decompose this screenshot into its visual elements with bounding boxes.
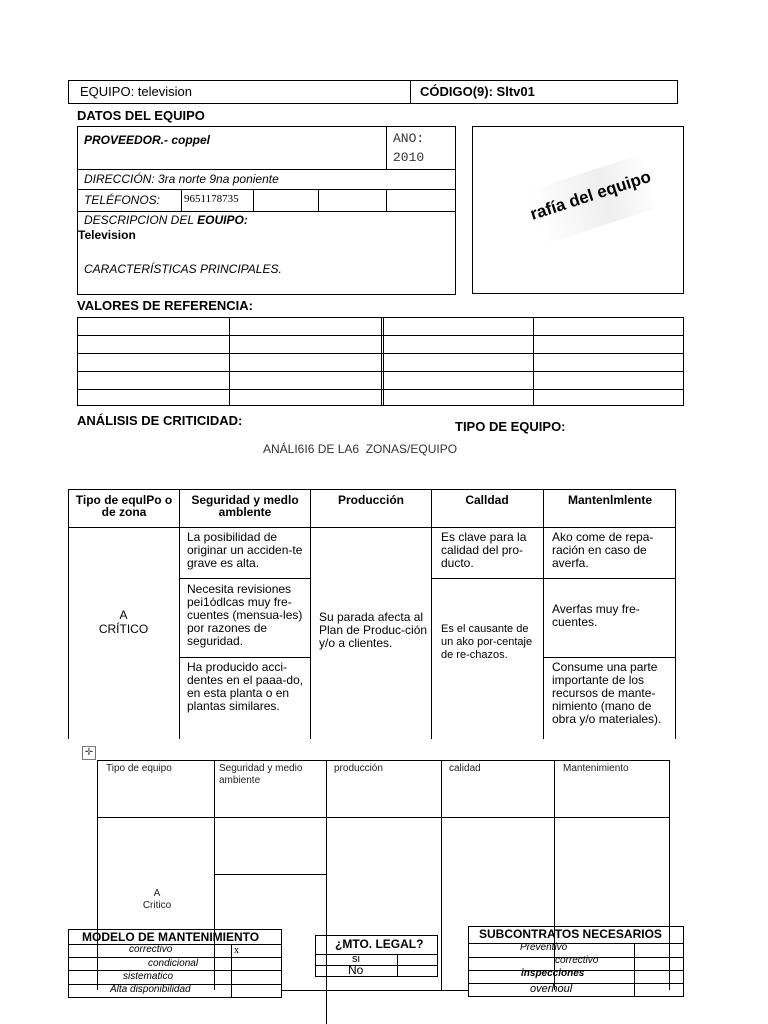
sub-overhoul: overhoul: [530, 983, 573, 995]
table1-col-3: [431, 489, 432, 739]
sub-col: [634, 943, 635, 997]
table1-col-2: [310, 489, 311, 739]
t1-header-produccion: Producción: [337, 493, 404, 507]
header-divider: [410, 80, 411, 104]
subcontratos-title: SUBCONTRATOS NECESARIOS: [479, 927, 662, 941]
man-line-2: [543, 657, 676, 658]
valores-col-1: [229, 317, 230, 406]
t2-header-tipo: Tipo de equipo: [106, 763, 172, 774]
t1-critico: A CRÍTICO: [98, 608, 149, 636]
modelo-alta: Alta disponibilidad: [110, 984, 191, 995]
table2-row-2: [214, 874, 326, 875]
codigo-label: CÓDIGO(9): Sltv01: [420, 84, 535, 99]
sub-inspecciones: inspecciones: [521, 968, 585, 979]
criticidad-title: ANÁLISIS DE CRITICIDAD:: [77, 413, 243, 428]
t1-header-calidad: Calldad: [465, 493, 509, 507]
descripcion-label-pre: DESCRIPCION DEL: [84, 213, 198, 227]
proveedor: PROVEEDOR.- coppel: [84, 133, 211, 147]
t1-header-mantenimiento: Mantenlmlente: [567, 493, 652, 507]
legal-si: si: [352, 953, 360, 965]
legal-no: No: [348, 963, 364, 977]
t2-header-seguridad: Seguridad y medio ambiente: [219, 763, 303, 786]
t2-header-calidad: calidad: [449, 763, 481, 774]
t1-man-3: Consume una parte importante de los recursos de mante-nimiento (mano de obra y/o materiales).: [552, 660, 662, 726]
telefonos-label: TELÉFONOS:: [84, 193, 161, 207]
photo-box: [472, 126, 684, 294]
modelo-line-3: [68, 970, 282, 971]
move-icon[interactable]: ✛: [82, 746, 96, 760]
direccion: DIRECCIÓN: 3ra norte 9na poniente: [84, 172, 279, 186]
cal-line-1: [431, 578, 543, 579]
telefonos-value: 9651178735: [184, 193, 239, 205]
t1-man-1: Ako come de repa-ración en caso de averfa.: [552, 530, 654, 570]
photo-placeholder: [527, 154, 660, 245]
table2-col-3: [441, 760, 442, 990]
tipo-equipo-label: TIPO DE EQUIPO:: [455, 419, 566, 434]
t1-cal-1: Es clave para la calidad del pro-ducto.: [441, 530, 527, 570]
modelo-sistematico: sistematico: [123, 971, 174, 982]
t1-cal-2: Es el causante de un ako por-centaje de re-chazos.: [441, 623, 533, 661]
tel-divider-2: [253, 189, 254, 211]
caracteristicas: CARACTERÍSTICAS PRINCIPALES.: [84, 262, 282, 276]
table2-top: [97, 760, 669, 761]
t1-header-tipo: Tipo de equlPo o de zona: [75, 493, 173, 519]
ano-label: ANO:: [393, 131, 425, 146]
modelo-condicional: condicional: [148, 958, 199, 969]
ano-value: 2010: [393, 150, 425, 165]
modelo-line-1: [68, 944, 282, 945]
table2-row-1: [97, 817, 669, 818]
valores-col-3: [533, 317, 534, 406]
descripcion-label-bold: EOUIPO:: [197, 213, 248, 227]
legal-line-2: [315, 965, 438, 966]
legal-line-1: [315, 954, 438, 955]
descripcion-label: [84, 213, 248, 227]
modelo-mark: x: [234, 945, 239, 956]
ano-divider: [386, 126, 387, 169]
t1-produccion: Su parada afecta al Plan de Produc-ción y/o a clientes.: [319, 610, 428, 650]
datos-title: DATOS DEL EQUIPO: [77, 108, 205, 123]
modelo-col: [231, 944, 232, 998]
sub-line-4: [468, 983, 684, 984]
modelo-title: MODELO DE MANTENIMIENTO: [82, 930, 260, 944]
seg-line-1: [179, 578, 310, 579]
datos-line-2: [77, 189, 456, 190]
valores-col-2b: [383, 317, 384, 406]
man-line-1: [543, 578, 676, 579]
table2-col-2: [326, 760, 327, 1024]
t1-seg-2: Necesita revisiones pei1ódlcas muy fre-cuentes (mensua-les) por razones de seguridad.: [187, 582, 303, 648]
t1-seg-1: La posibilidad de originar un acciden-te grave es alta.: [187, 530, 303, 570]
zonas-subtitle: ANÁLI6I6 DE LA6 ZONAS/EQUIPO: [263, 442, 458, 456]
t1-header-seguridad: Seguridad y medlo amblente: [191, 493, 299, 519]
tel-divider-4: [386, 189, 387, 211]
table1-col-4: [543, 489, 544, 739]
table1-col-1: [179, 489, 180, 739]
t2-header-produccion: producción: [334, 763, 383, 774]
photo-text: rafía del equipo: [527, 166, 654, 224]
legal-title: ¿MTO. LEGAL?: [335, 937, 424, 951]
seg-line-2: [179, 657, 310, 658]
bottom-rule: [282, 990, 468, 991]
sub-correctivo: correctivo: [555, 955, 599, 966]
equipo-label: EQUIPO: television: [80, 84, 192, 99]
modelo-correctivo: correctivo: [129, 944, 173, 955]
sub-line-1: [468, 943, 684, 944]
descripcion-value: Television: [78, 228, 136, 242]
t1-seg-3: Ha producido acci-dentes en el paaa-do, en esta planta o en plantas similares.: [187, 660, 304, 713]
t2-critico: A Critico: [142, 888, 172, 911]
table1-header-line: [68, 527, 676, 528]
t1-man-2: Averfas muy fre-cuentes.: [552, 602, 640, 629]
valores-col-2: [381, 317, 382, 406]
valores-title: VALORES DE REFERENCIA:: [77, 298, 253, 313]
t2-header-mantenimiento: Mantenimiento: [563, 763, 629, 774]
tel-divider-3: [318, 189, 319, 211]
datos-line-1: [77, 169, 456, 170]
sub-preventivo: Preventivo: [520, 942, 568, 953]
datos-line-3: [77, 211, 456, 212]
tel-divider-1: [181, 189, 182, 211]
legal-col: [397, 954, 398, 977]
